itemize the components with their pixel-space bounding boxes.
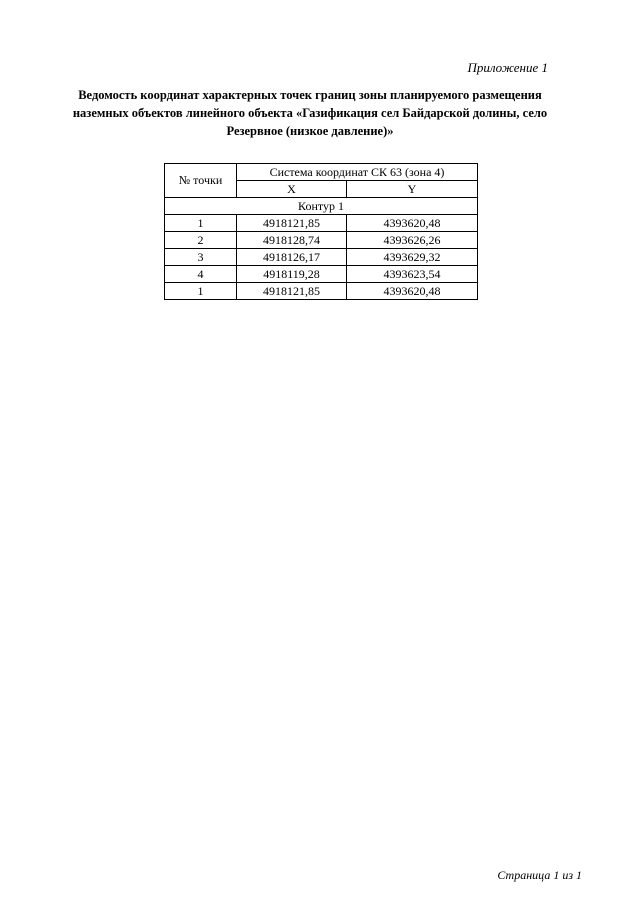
page-number: Страница 1 из 1: [497, 868, 582, 882]
table-header-row: [165, 164, 478, 181]
x-value: 4918121,85: [237, 283, 347, 300]
table-row: [165, 232, 478, 249]
point-number: 1: [165, 215, 237, 232]
y-value: 4393620,48: [347, 283, 478, 300]
y-value: 4393623,54: [347, 266, 478, 283]
table-row: [165, 249, 478, 266]
table-row: [165, 215, 478, 232]
table-row: [165, 283, 478, 300]
header-coordinate-system: Система координат СК 63 (зона 4): [237, 164, 478, 181]
point-number: 3: [165, 249, 237, 266]
x-value: 4918128,74: [237, 232, 347, 249]
point-number: 2: [165, 232, 237, 249]
y-value: 4393629,32: [347, 249, 478, 266]
table-row: [165, 266, 478, 283]
y-value: 4393626,26: [347, 232, 478, 249]
appendix-label: Приложение 1: [467, 60, 548, 75]
contour-label: Контур 1: [165, 198, 478, 215]
header-x: X: [237, 181, 347, 198]
header-point-number: № точки: [165, 164, 237, 198]
y-value: 4393620,48: [347, 215, 478, 232]
x-value: 4918126,17: [237, 249, 347, 266]
document-title: Ведомость координат характерных точек границ зоны планируемого размещения наземных объектов линейного объекта «Газификация сел Байдарской долины, село Резервное (низкое давление)»: [72, 88, 548, 138]
point-number: 1: [165, 283, 237, 300]
x-value: 4918119,28: [237, 266, 347, 283]
header-y: Y: [347, 181, 478, 198]
point-number: 4: [165, 266, 237, 283]
x-value: 4918121,85: [237, 215, 347, 232]
coordinates-table: [164, 163, 478, 300]
contour-row: [165, 198, 478, 215]
